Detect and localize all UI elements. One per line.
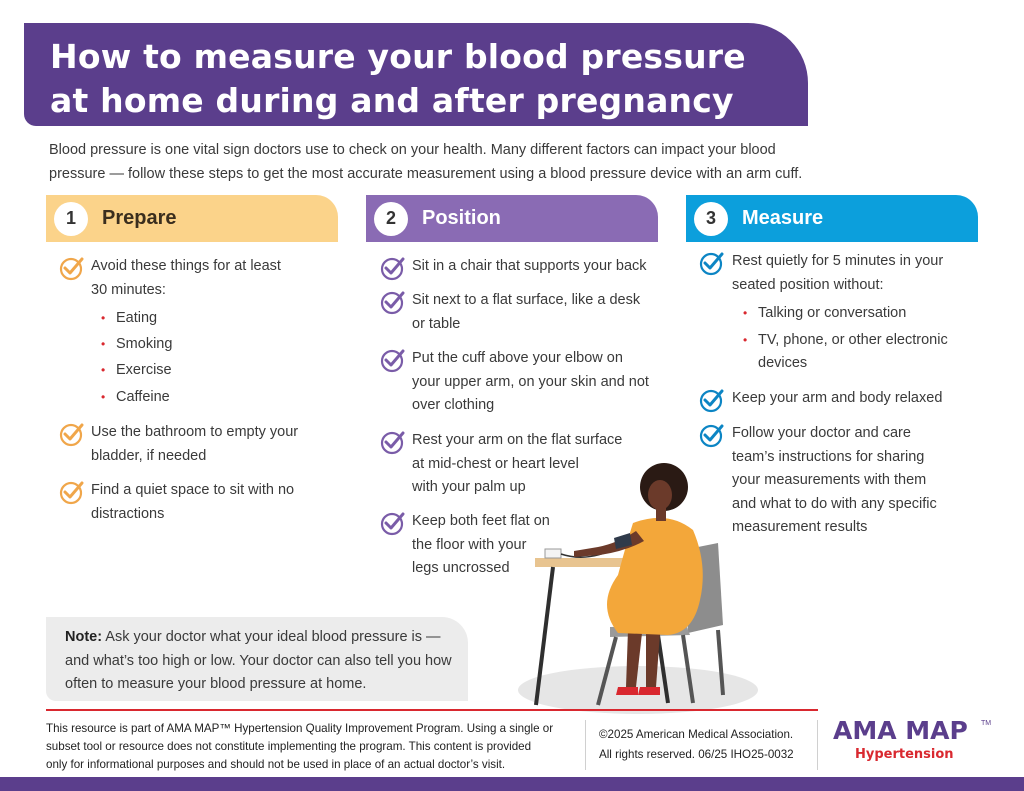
prepare-item-quiet-line-2: distractions (91, 505, 165, 522)
prepare-item-bathroom-line-1: Use the bathroom to empty your (91, 424, 299, 440)
measure-item-relaxed (732, 387, 942, 411)
position-item-feet-line-1: Keep both feet flat on (412, 513, 550, 529)
position-item-arm-line-3: with your palm up (412, 479, 526, 495)
bullet-icon: • (101, 337, 106, 351)
bullet-icon: • (743, 333, 748, 347)
bullet-text: Exercise (116, 362, 172, 378)
measure-item-follow-line-1: Follow your doctor and care (732, 425, 911, 441)
measure-item-rest-line-1: Rest quietly for 5 minutes in your (732, 253, 944, 269)
step-3-number: 3 (694, 202, 728, 236)
prepare-item-avoid-line-1: Avoid these things for at least (91, 258, 281, 274)
prepare-item-quiet-line-1: Find a quiet space to sit with no (91, 482, 295, 498)
footer-disclaimer-line-3: only for informational purposes and should not be used in place of an actual doctor’s visit. (46, 758, 506, 771)
step-2-header (366, 195, 658, 242)
bullet-text: Eating (116, 310, 158, 326)
check-icon (380, 347, 406, 373)
title-banner (24, 23, 808, 126)
bullet-text: Smoking (116, 336, 173, 352)
check-icon (699, 422, 725, 448)
footer-disclaimer-line-2: subset tool or resource does not constitute implementing the program. This content is provided (46, 740, 532, 753)
list-item-continued (758, 352, 807, 375)
bullet-text: Talking or conversation (758, 305, 907, 321)
bullet-icon: • (101, 363, 106, 377)
prepare-item-bathroom (91, 421, 298, 468)
position-item-cuff-line-2: your upper arm, on your skin and not (412, 373, 649, 390)
measure-item-rest (732, 250, 943, 297)
footer-divider (46, 709, 818, 711)
bottom-bar (0, 777, 1024, 791)
footer-copyright-line-1: ©2025 American Medical Association. (599, 728, 794, 741)
note-text-line-1: Ask your doctor what your ideal blood pressure is — (102, 629, 441, 645)
check-icon (699, 387, 725, 413)
position-item-cuff-line-3: over clothing (412, 397, 495, 413)
position-item-surface (412, 289, 640, 336)
check-icon (59, 421, 85, 447)
note-label: Note: (65, 629, 103, 645)
step-2-number: 2 (374, 202, 408, 236)
bullet-icon: • (101, 311, 106, 325)
prepare-item-quiet (91, 479, 294, 526)
footer-separator (817, 720, 818, 770)
position-item-feet-line-3: legs uncrossed (412, 560, 510, 576)
position-item-chair (412, 255, 647, 279)
bullet-icon: • (101, 390, 106, 404)
ama-map-logo (833, 716, 993, 768)
check-icon (380, 255, 406, 281)
position-item-surface-line-2: or table (412, 315, 461, 332)
position-item-cuff (412, 347, 649, 418)
list-item (743, 329, 948, 352)
prepare-item-bathroom-line-2: bladder, if needed (91, 447, 207, 464)
step-1-title: Prepare (102, 207, 177, 229)
pregnant-woman-illustration (518, 455, 768, 715)
footer-disclaimer-line-1: This resource is part of AMA MAP™ Hypertension Quality Improvement Program. Using a single or (46, 722, 554, 735)
footer-disclaimer (46, 720, 576, 774)
footer-copyright-line-2: All rights reserved. 06/25 IHO25-0032 (599, 748, 794, 761)
measure-item-rest-line-2: seated position without: (732, 276, 884, 293)
list-item (101, 307, 158, 330)
note-box (46, 617, 468, 701)
position-item-arm-line-1: Rest your arm on the flat surface (412, 432, 623, 448)
position-item-surface-line-1: Sit next to a flat surface, like a desk (412, 292, 641, 308)
note-text-line-3: often to measure your blood pressure at home. (65, 676, 367, 692)
step-3-title: Measure (742, 207, 824, 229)
footer-separator (585, 720, 586, 770)
measure-item-follow-line-2: team’s instructions for sharing (732, 448, 925, 465)
footer-copyright (599, 725, 794, 765)
check-icon (380, 429, 406, 455)
prepare-item-avoid (91, 255, 281, 302)
bullet-icon: • (743, 306, 748, 320)
intro-paragraph: Blood pressure is one vital sign doctors use to check on your health. Many different factors can impact your blood pressure — follow these steps to get the most accurate measurement using a blood pressure device with an arm cuff. (49, 142, 803, 182)
position-item-arm-line-2: at mid-chest or heart level (412, 455, 579, 472)
note-text-line-2: and what’s too high or low. Your doctor can also tell you how (65, 652, 452, 669)
check-icon (699, 250, 725, 276)
measure-item-follow-line-5: measurement results (732, 519, 868, 535)
step-1-header (46, 195, 338, 242)
step-2-title: Position (422, 207, 501, 229)
step-3-header (686, 195, 978, 242)
measure-item-follow-line-4: and what to do with any specific (732, 495, 937, 512)
list-item (101, 386, 170, 409)
check-icon (59, 255, 85, 281)
bullet-text: devices (758, 355, 808, 371)
prepare-item-avoid-line-2: 30 minutes: (91, 281, 166, 298)
logo-trademark: TM (981, 720, 992, 727)
check-icon (380, 510, 406, 536)
measure-item-follow-line-3: your measurements with them (732, 472, 927, 488)
logo-subtitle: Hypertension (855, 747, 954, 762)
position-item-cuff-line-1: Put the cuff above your elbow on (412, 350, 623, 366)
bullet-text: TV, phone, or other electronic (758, 332, 948, 348)
page-title-line-1: How to measure your blood pressure (50, 37, 746, 76)
list-item (101, 333, 173, 356)
position-item-feet-line-2: the floor with your (412, 536, 527, 553)
check-icon (380, 289, 406, 315)
check-icon (59, 479, 85, 505)
measure-item-relaxed-line-1: Keep your arm and body relaxed (732, 390, 943, 406)
logo-wordmark: AMA MAP (833, 716, 968, 745)
position-item-chair-line-1: Sit in a chair that supports your back (412, 258, 647, 274)
page-title-line-2: at home during and after pregnancy (50, 81, 734, 120)
step-1-number: 1 (54, 202, 88, 236)
bullet-text: Caffeine (116, 389, 170, 405)
list-item (101, 359, 172, 382)
list-item (743, 302, 907, 325)
